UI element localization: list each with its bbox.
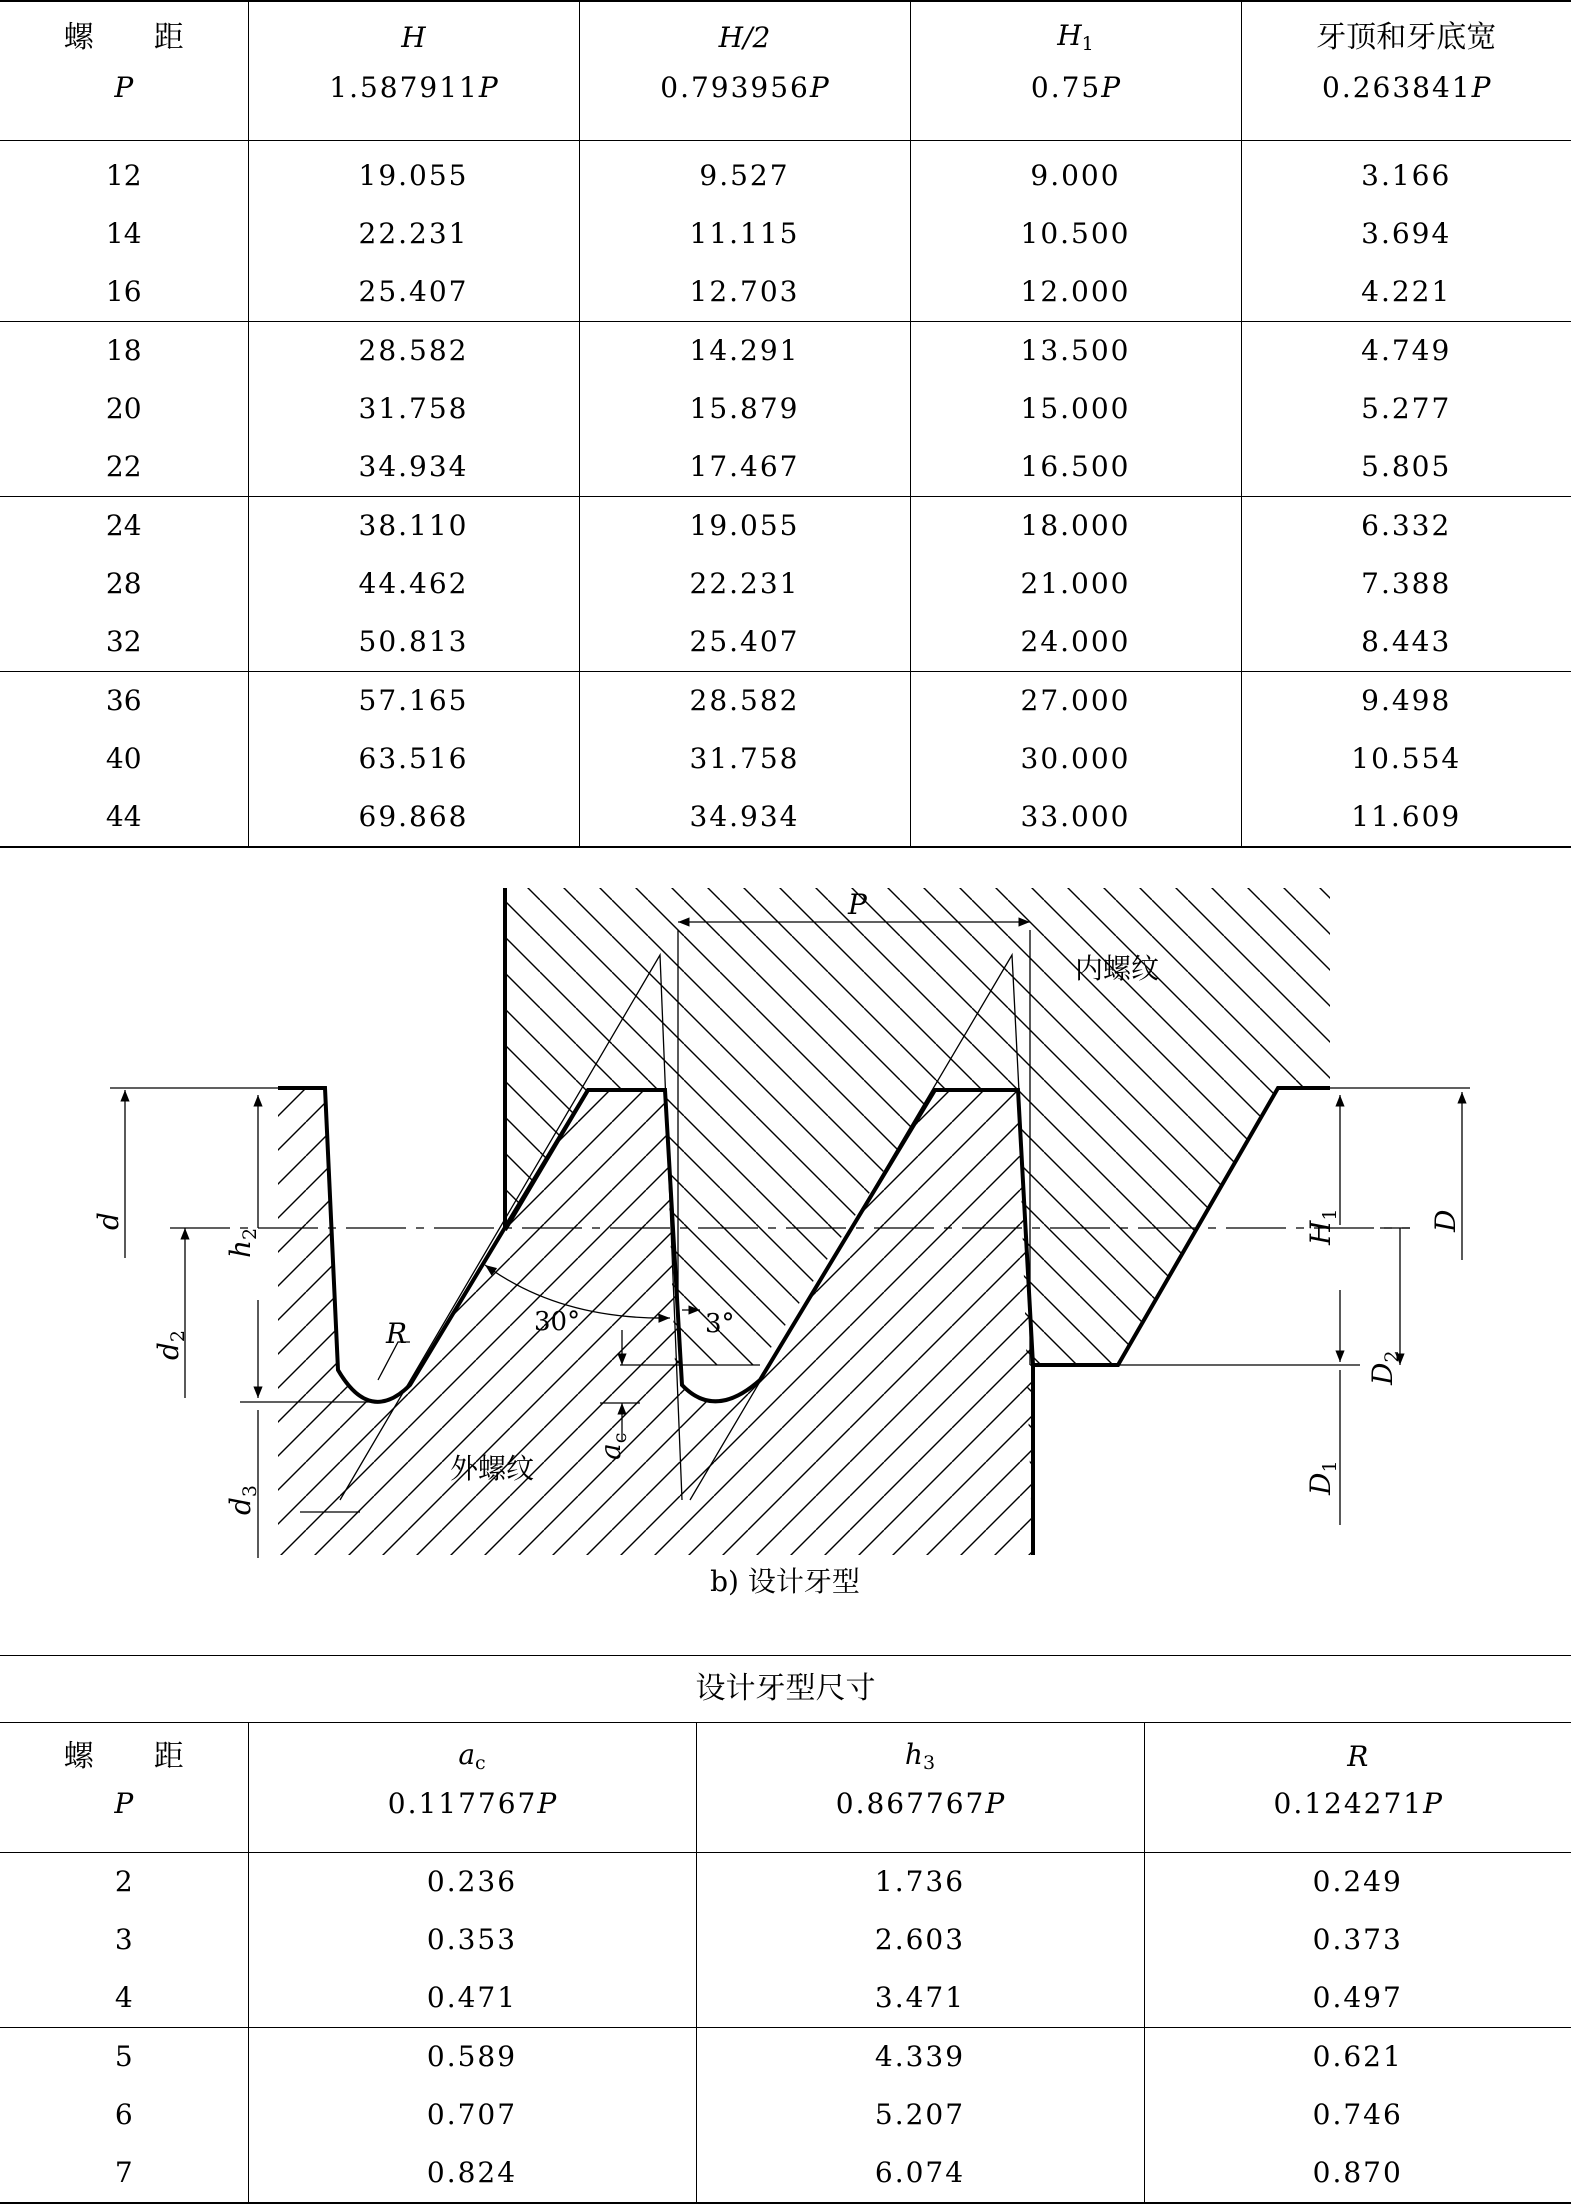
cell: 44.462 [248, 555, 579, 613]
table-row [0, 2086, 1571, 2144]
header-R: R [1144, 1722, 1571, 1786]
cell: 57.165 [248, 672, 579, 731]
table-row [0, 555, 1571, 613]
cell: 0.824 [248, 2144, 696, 2203]
cell: 9.000 [910, 141, 1241, 206]
cell: 20 [105, 392, 142, 425]
cell: 7 [114, 2156, 133, 2189]
header-H-half-formula: 0.793956P [579, 68, 910, 141]
cell: 31.758 [579, 730, 910, 788]
cell: 22.231 [248, 205, 579, 263]
cell: 25.407 [579, 613, 910, 672]
cell: 4 [0, 1969, 248, 2028]
table-row [0, 497, 1571, 556]
table-row [0, 730, 1571, 788]
header-crest-width: 牙顶和牙底宽 [1241, 1, 1571, 68]
cell: 9.498 [1241, 672, 1571, 731]
label-internal-thread: 内螺纹 [1075, 952, 1160, 985]
header-H-half: H/2 [579, 1, 910, 68]
header-h3: $h_3$ [696, 1722, 1144, 1786]
label-H1: $H_1$ [1304, 1208, 1341, 1245]
cell: 18.000 [910, 497, 1241, 556]
cell: 31.758 [248, 380, 579, 438]
label-D2: $D_2$ [1366, 1350, 1403, 1385]
cell: 0.471 [248, 1969, 696, 2028]
design-profile-table-title: 设计牙型尺寸 [0, 1655, 1571, 1723]
cell: 4.221 [1241, 263, 1571, 322]
cell: 28.582 [248, 322, 579, 381]
cell: 0.621 [1144, 2028, 1571, 2087]
cell: 34.934 [579, 788, 910, 847]
label-external-thread: 外螺纹 [450, 1452, 535, 1485]
cell: 38.110 [248, 497, 579, 556]
cell: 8.443 [1241, 613, 1571, 672]
cell: 5 [114, 2040, 133, 2073]
cell: 27.000 [910, 672, 1241, 731]
cell: 22.231 [579, 555, 910, 613]
table-row [0, 672, 1571, 731]
cell: 18 [105, 334, 142, 367]
header-H: H [248, 1, 579, 68]
cell: 4.339 [696, 2028, 1144, 2087]
cell: 16.500 [910, 438, 1241, 497]
cell: 22 [0, 438, 248, 497]
cell: 3 [114, 1923, 133, 1956]
cell: 50.813 [248, 613, 579, 672]
label-radius: R [386, 1317, 408, 1350]
cell: 0.497 [1144, 1969, 1571, 2028]
cell: 9.527 [579, 141, 910, 206]
header-pitch-symbol: P [0, 1786, 248, 1853]
cell: 24 [105, 509, 142, 542]
cell: 0.707 [248, 2086, 696, 2144]
cell: 15.000 [910, 380, 1241, 438]
cell: 69.868 [248, 788, 579, 847]
label-d2: $d_2$ [152, 1329, 189, 1360]
cell: 5.207 [696, 2086, 1144, 2144]
label-3-deg: 3° [705, 1309, 735, 1339]
cell: 36 [105, 684, 142, 717]
cell: 30.000 [910, 730, 1241, 788]
table-row [0, 1911, 1571, 1969]
figure-caption: b) 设计牙型 [710, 1565, 860, 1598]
cell: 6.332 [1241, 497, 1571, 556]
cell: 0.353 [248, 1911, 696, 1969]
header-ac-formula: 0.117767P [248, 1786, 696, 1853]
label-pitch: P [848, 888, 867, 921]
table-row [0, 322, 1571, 381]
table-row [0, 263, 1571, 322]
table-row [0, 788, 1571, 847]
header-H-formula: 1.587911P [248, 68, 579, 141]
header-ac: $a_c$ [248, 1722, 696, 1786]
cell: 44 [105, 800, 142, 833]
cell: 15.879 [579, 380, 910, 438]
cell: 19.055 [248, 141, 579, 206]
table-row [0, 2144, 1571, 2203]
header-H1-formula: 0.75P [910, 68, 1241, 141]
cell: 5.277 [1241, 380, 1571, 438]
cell: 3.694 [1241, 205, 1571, 263]
cell: 10.554 [1241, 730, 1571, 788]
cell: 28 [105, 567, 142, 600]
table-row [0, 2028, 1571, 2087]
cell: 24.000 [910, 613, 1241, 672]
cell: 33.000 [910, 788, 1241, 847]
label-D1: $D_1$ [1304, 1460, 1341, 1495]
table-row [0, 380, 1571, 438]
cell: 25.407 [248, 263, 579, 322]
header-pitch: 螺距 [63, 20, 244, 55]
cell: 6 [114, 2098, 133, 2131]
cell: 63.516 [248, 730, 579, 788]
thread-dimension-table [0, 0, 1571, 848]
label-d3: $d_3$ [224, 1484, 261, 1515]
cell: 2 [114, 1865, 133, 1898]
cell: 3.471 [696, 1969, 1144, 2028]
cell: 12.703 [579, 263, 910, 322]
cell: 6.074 [696, 2144, 1144, 2203]
cell: 19.055 [579, 497, 910, 556]
cell: 4.749 [1241, 322, 1571, 381]
cell: 1.736 [696, 1853, 1144, 1912]
design-profile-table [0, 1722, 1571, 2204]
cell: 21.000 [910, 555, 1241, 613]
label-D: D [1429, 1209, 1462, 1232]
cell: 28.582 [579, 672, 910, 731]
cell: 3.166 [1241, 141, 1571, 206]
cell: 34.934 [248, 438, 579, 497]
cell: 0.249 [1144, 1853, 1571, 1912]
cell: 0.870 [1144, 2144, 1571, 2203]
cell: 12.000 [910, 263, 1241, 322]
cell: 40 [105, 742, 142, 775]
cell: 11.115 [579, 205, 910, 263]
cell: 0.373 [1144, 1911, 1571, 1969]
cell: 14.291 [579, 322, 910, 381]
header-R-formula: 0.124271P [1144, 1786, 1571, 1853]
header-pitch: 螺距 [63, 1739, 244, 1774]
cell: 0.236 [248, 1853, 696, 1912]
label-h2: $h_2$ [224, 1227, 261, 1258]
header-H1: $H_1$ [910, 1, 1241, 68]
cell: 0.589 [248, 2028, 696, 2087]
cell: 12 [105, 159, 142, 192]
table-row [0, 205, 1571, 263]
thread-profile-diagram [0, 865, 1571, 1625]
header-pitch-symbol: P [0, 68, 248, 141]
header-h3-formula: 0.867767P [696, 1786, 1144, 1853]
cell: 14 [105, 217, 142, 250]
cell: 5.805 [1241, 438, 1571, 497]
cell: 17.467 [579, 438, 910, 497]
cell: 32 [0, 613, 248, 672]
header-crest-width-formula: 0.263841P [1241, 68, 1571, 141]
label-d: d [92, 1212, 125, 1230]
cell: 0.746 [1144, 2086, 1571, 2144]
label-30-deg: 30° [534, 1307, 581, 1337]
cell: 16 [0, 263, 248, 322]
cell: 11.609 [1241, 788, 1571, 847]
table-row [0, 438, 1571, 497]
cell: 13.500 [910, 322, 1241, 381]
table-row [0, 141, 1571, 206]
table-row [0, 613, 1571, 672]
cell: 2.603 [696, 1911, 1144, 1969]
right-dimensions [1340, 1092, 1462, 1525]
cell: 10.500 [910, 205, 1241, 263]
table-row [0, 1969, 1571, 2028]
table-row [0, 1853, 1571, 1912]
label-ac: $a_c$ [594, 1432, 631, 1460]
cell: 7.388 [1241, 555, 1571, 613]
